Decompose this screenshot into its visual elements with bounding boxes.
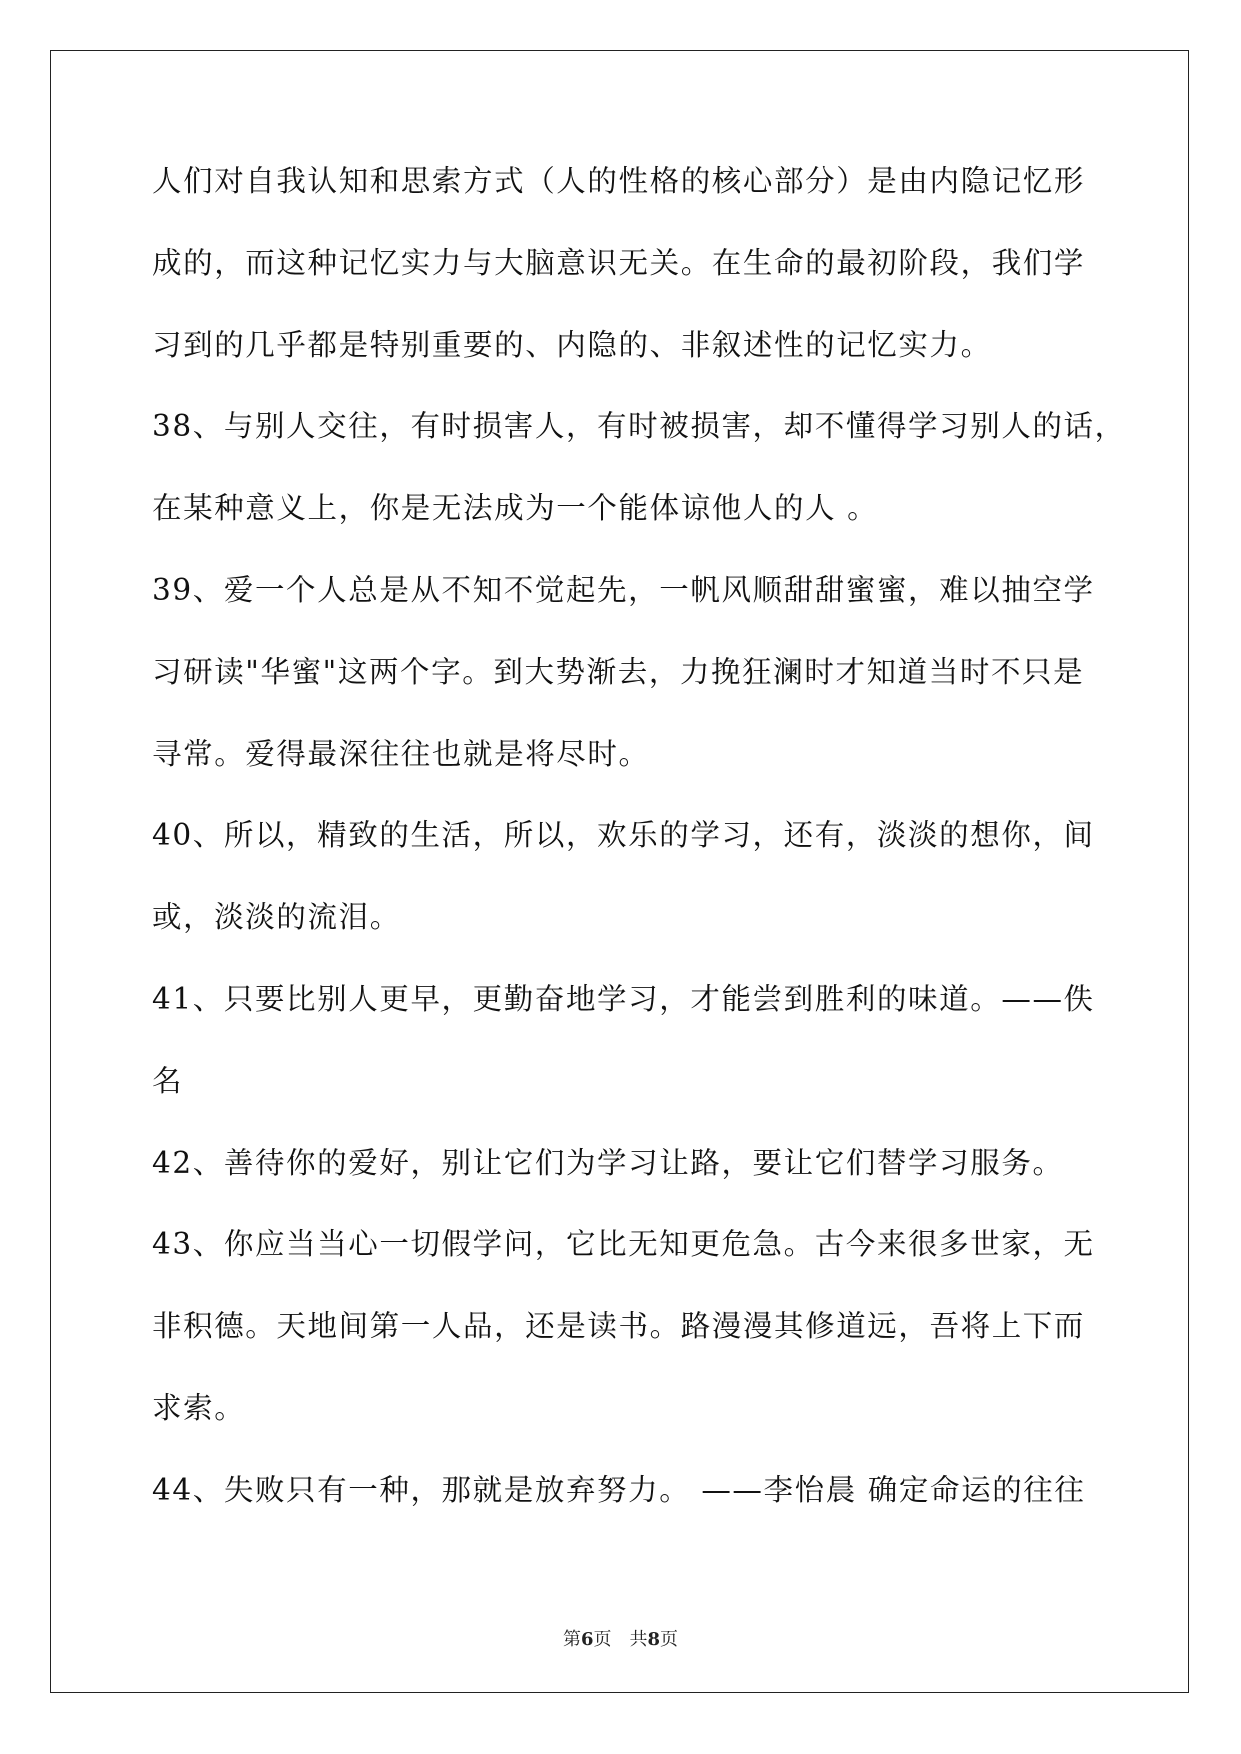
text-line: 成的，而这种记忆实力与大脑意识无关。在生命的最初阶段，我们学 bbox=[152, 245, 1086, 280]
text-line: 名 bbox=[152, 1063, 184, 1098]
text-line: 43、你应当当心一切假学问，它比无知更危急。古今来很多世家，无 bbox=[152, 1227, 1095, 1262]
text-line: 44、失败只有一种，那就是放弃努力。 ——李怡晨 确定命运的往往 bbox=[152, 1472, 1086, 1507]
text-line: 非积德。天地间第一人品，还是读书。路漫漫其修道远，吾将上下而 bbox=[152, 1309, 1086, 1344]
text-line: 42、善待你的爱好，别让它们为学习让路，要让它们替学习服务。 bbox=[152, 1145, 1064, 1180]
text-line: 求索。 bbox=[152, 1390, 246, 1425]
text-line: 人们对自我认知和思索方式（人的性格的核心部分）是由内隐记忆形 bbox=[152, 164, 1086, 198]
total-suffix: 页 bbox=[660, 1629, 679, 1650]
text-line: 习研读"华蜜"这两个字。到大势渐去，力挽狂澜时才知道当时不只是 bbox=[152, 654, 1085, 689]
total-prefix: 共 bbox=[629, 1629, 648, 1650]
text-line: 38、与别人交往，有时损害人，有时被损害，却不懂得学习别人的话， bbox=[152, 409, 1126, 444]
page-suffix: 页 bbox=[593, 1629, 612, 1650]
page-prefix: 第 bbox=[562, 1629, 581, 1650]
text-line: 习到的几乎都是特别重要的、内隐的、非叙述性的记忆实力。 bbox=[152, 327, 992, 362]
text-line: 在某种意义上，你是无法成为一个能体谅他人的人 。 bbox=[152, 491, 879, 526]
text-line: 39、爱一个人总是从不知不觉起先，一帆风顺甜甜蜜蜜，难以抽空学 bbox=[152, 572, 1095, 607]
text-line: 或，淡淡的流泪。 bbox=[152, 900, 401, 935]
total-page-number: 8 bbox=[647, 1629, 661, 1650]
current-page-number: 6 bbox=[580, 1629, 594, 1650]
page-footer bbox=[0, 1625, 1241, 1651]
text-line: 40、所以，精致的生活，所以，欢乐的学习，还有，淡淡的想你，间 bbox=[152, 818, 1095, 853]
body-text bbox=[152, 155, 1126, 1546]
text-line: 41、只要比别人更早，更勤奋地学习，才能尝到胜利的味道。——佚 bbox=[152, 981, 1095, 1016]
text-line: 寻常。爱得最深往往也就是将尽时。 bbox=[152, 736, 650, 771]
